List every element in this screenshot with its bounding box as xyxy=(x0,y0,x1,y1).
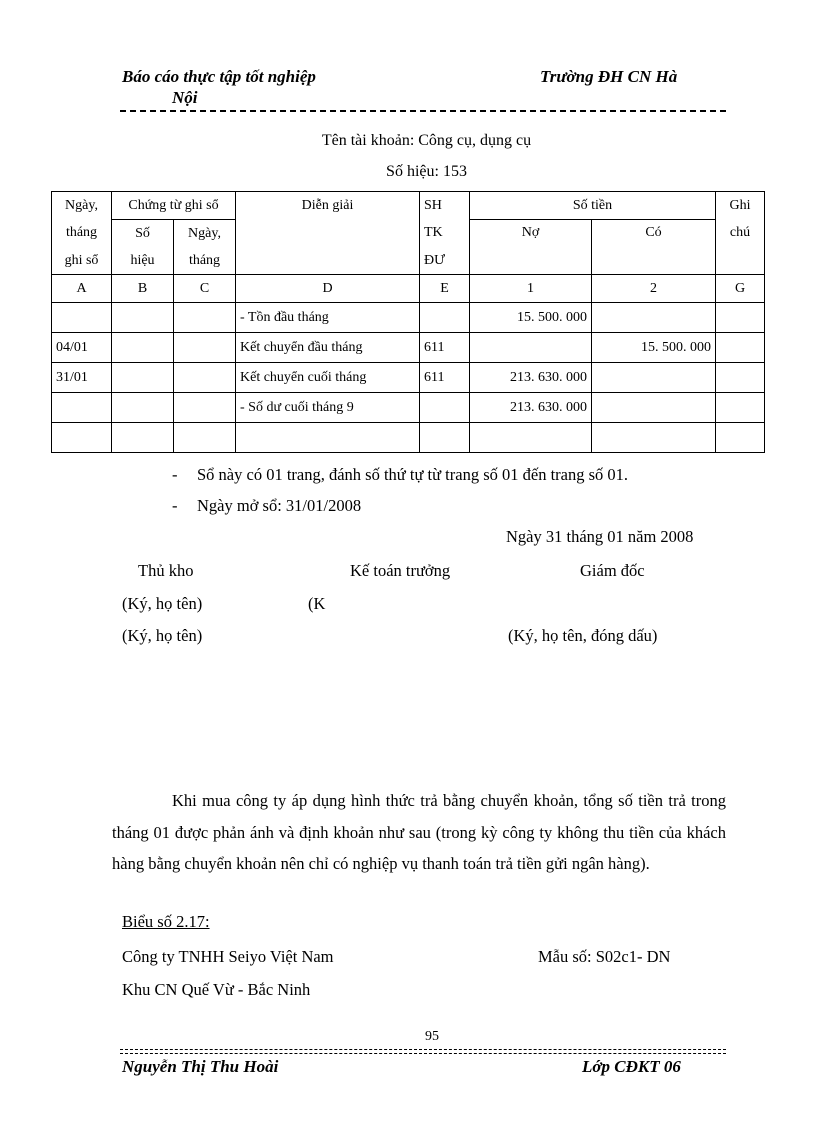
header-university: Trường ĐH CN Hà xyxy=(540,67,678,86)
row-voucher-date xyxy=(174,303,236,333)
row-date xyxy=(52,393,112,423)
director-title: Giám đốc xyxy=(580,561,645,580)
col-voucher-date-header: Ngày, xyxy=(174,220,236,248)
table-row xyxy=(52,363,765,393)
col-date-header-l2: tháng xyxy=(52,220,112,248)
note-open-date: Ngày mở sổ: 31/01/2008 xyxy=(197,496,362,515)
row-voucher-no xyxy=(112,303,174,333)
code-2: 2 xyxy=(592,275,716,303)
note-pages: Sổ này có 01 trang, đánh số thứ tự từ trang số 01 đến trang số 01. xyxy=(197,465,629,484)
col-note-header: Ghi xyxy=(716,192,765,220)
col-voucher-no-header-l2: hiệu xyxy=(112,247,174,275)
col-credit-header: Có xyxy=(592,220,716,275)
row-desc: Kết chuyển cuối tháng xyxy=(236,363,420,393)
row-desc: - Số dư cuối tháng 9 xyxy=(236,393,420,423)
header-report-title-cont: Nội xyxy=(172,88,198,107)
row-note xyxy=(716,423,765,453)
storekeeper-title: Thủ kho xyxy=(138,561,194,580)
row-date xyxy=(52,423,112,453)
col-debit-header: Nợ xyxy=(470,220,592,275)
row-debit: 213. 630. 000 xyxy=(470,363,592,393)
note-bullet-1: - xyxy=(172,465,178,484)
code-1: 1 xyxy=(470,275,592,303)
company-name: Công ty TNHH Seiyo Việt Nam xyxy=(122,947,334,966)
form-template: Mẫu số: S02c1- DN xyxy=(538,947,671,966)
body-paragraph: Khi mua công ty áp dụng hình thức trả bằng chuyển khoản, tổng số tiền trả trong tháng 01 được phản ánh và định khoản như sau (trong kỳ công ty không thu tiền của khách hàng bằng chuyển khoản nên chỉ có nghiệp vụ thanh toán trả tiền gửi ngân hàng). xyxy=(112,791,726,873)
col-date-header: Ngày, xyxy=(52,192,112,220)
row-acct: 611 xyxy=(420,363,470,393)
table-row xyxy=(52,303,765,333)
storekeeper-sign: (Ký, họ tên) xyxy=(122,594,203,613)
row-debit: 15. 500. 000 xyxy=(470,303,592,333)
code-a: A xyxy=(52,275,112,303)
row-voucher-no xyxy=(112,393,174,423)
code-e: E xyxy=(420,275,470,303)
row-credit xyxy=(592,303,716,333)
row-note xyxy=(716,363,765,393)
row-note xyxy=(716,303,765,333)
header-report-title: Báo cáo thực tập tốt nghiệp xyxy=(122,67,316,86)
table-row xyxy=(52,423,765,453)
col-date-header-l3: ghi sổ xyxy=(52,247,112,275)
signature-date: Ngày 31 tháng 01 năm 2008 xyxy=(506,527,694,546)
row-note xyxy=(716,393,765,423)
row-voucher-no xyxy=(112,363,174,393)
code-d: D xyxy=(236,275,420,303)
row-acct xyxy=(420,393,470,423)
row-voucher-date xyxy=(174,333,236,363)
director-sign: (Ký, họ tên, đóng dấu) xyxy=(508,626,658,645)
row-voucher-no xyxy=(112,423,174,453)
code-c: C xyxy=(174,275,236,303)
row-date: 31/01 xyxy=(52,363,112,393)
chief-accountant-sign: (K xyxy=(308,594,326,613)
footer-divider-2 xyxy=(120,1053,726,1054)
col-note-header-l2: chú xyxy=(716,220,765,248)
ledger-table xyxy=(51,191,765,453)
account-name: Tên tài khoản: Công cụ, dụng cụ xyxy=(321,132,532,149)
row-date: 04/01 xyxy=(52,333,112,363)
table-row xyxy=(52,333,765,363)
footer-author: Nguyễn Thị Thu Hoài xyxy=(122,1057,279,1076)
page-number: 95 xyxy=(425,1029,439,1044)
row-acct xyxy=(420,303,470,333)
sign-line-2: (Ký, họ tên) xyxy=(122,626,203,645)
company-address: Khu CN Quế Vừ - Bắc Ninh xyxy=(122,980,311,999)
note-bullet-2: - xyxy=(172,496,178,515)
row-credit xyxy=(592,393,716,423)
col-desc-header: Diễn giải xyxy=(236,192,420,220)
col-acct-header-l2: TK xyxy=(420,220,470,248)
row-acct xyxy=(420,423,470,453)
header-divider xyxy=(120,110,726,112)
row-date xyxy=(52,303,112,333)
footer-divider-1 xyxy=(120,1049,726,1050)
row-credit xyxy=(592,423,716,453)
col-voucher-no-header: Số xyxy=(112,220,174,248)
row-credit xyxy=(592,363,716,393)
col-acct-header-l3: ĐƯ xyxy=(420,247,470,275)
row-voucher-date xyxy=(174,423,236,453)
row-credit: 15. 500. 000 xyxy=(592,333,716,363)
row-debit xyxy=(470,423,592,453)
row-acct: 611 xyxy=(420,333,470,363)
form-label: Biểu số 2.17: xyxy=(122,912,210,931)
col-voucher-header: Chứng từ ghi sổ xyxy=(112,192,236,220)
footer-class: Lớp CĐKT 06 xyxy=(582,1057,681,1076)
col-amount-header: Số tiền xyxy=(470,192,716,220)
row-voucher-date xyxy=(174,363,236,393)
codes-row xyxy=(52,275,765,303)
code-b: B xyxy=(112,275,174,303)
col-acct-header: SH xyxy=(420,192,470,220)
row-voucher-no xyxy=(112,333,174,363)
row-desc xyxy=(236,423,420,453)
row-voucher-date xyxy=(174,393,236,423)
code-g: G xyxy=(716,275,765,303)
row-desc: - Tồn đầu tháng xyxy=(236,303,420,333)
row-debit: 213. 630. 000 xyxy=(470,393,592,423)
table-row xyxy=(52,393,765,423)
row-desc: Kết chuyển đầu tháng xyxy=(236,333,420,363)
chief-accountant-title: Kế toán trưởng xyxy=(350,561,451,580)
row-debit xyxy=(470,333,592,363)
row-note xyxy=(716,333,765,363)
col-voucher-date-header-l2: tháng xyxy=(174,247,236,275)
account-number: Số hiệu: 153 xyxy=(386,163,467,180)
